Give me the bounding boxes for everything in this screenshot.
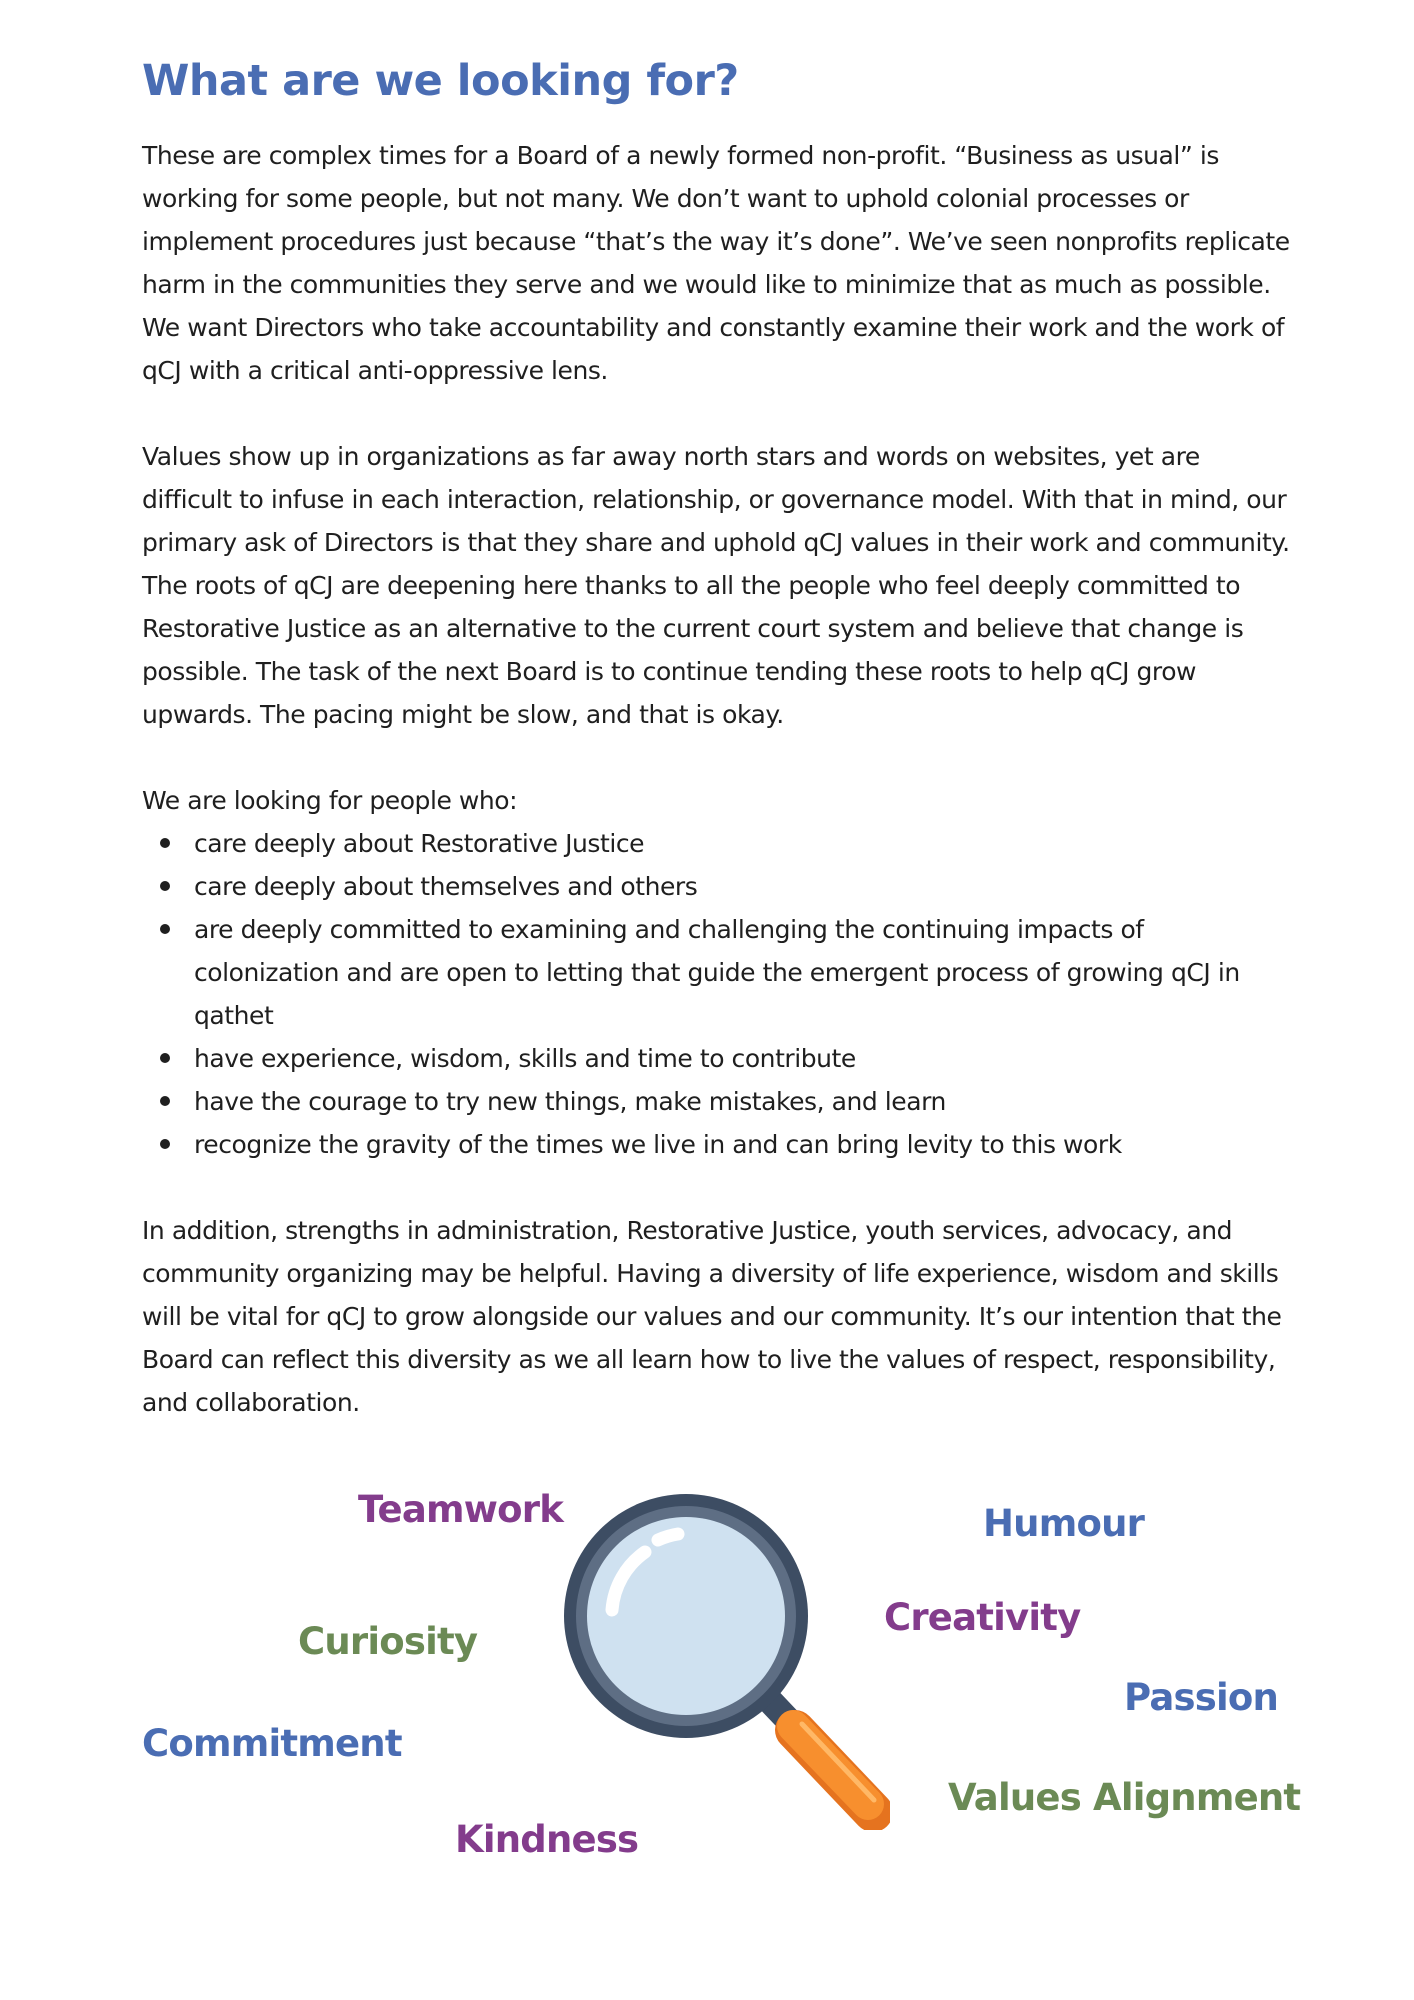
value-humour: Humour <box>983 1502 1145 1545</box>
list-item: care deeply about themselves and others <box>142 865 1292 908</box>
value-creativity: Creativity <box>884 1596 1081 1639</box>
list-item: have the courage to try new things, make mistakes, and learn <box>142 1080 1292 1123</box>
paragraph-strengths: In addition, strengths in administration, Restorative Justice, youth services, advocacy, and community organizing may be helpful. Having a diversity of life experience, wisdom and skills will be vital for qCJ to grow alongside our values and our community. It’s our intention that the Board can reflect this diversity as we all learn how to live the values of respect, responsibility, and collaboration. <box>142 1216 1282 1417</box>
value-kindness: Kindness <box>455 1818 639 1861</box>
list-intro: We are looking for people who: <box>142 786 518 815</box>
magnifying-glass-icon <box>550 1480 890 1830</box>
qualities-list <box>142 822 1292 1166</box>
document-body <box>142 56 1292 1424</box>
list-item: are deeply committed to examining and challenging the continuing impacts of colonization and are open to letting that guide the emergent process of growing qCJ in qathet <box>142 908 1292 1037</box>
paragraph-context: These are complex times for a Board of a newly formed non-profit. “Business as usual” is working for some people, but not many. We don’t want to uphold colonial processes or implement procedures just because “that’s the way it’s done”. We’ve seen nonprofits replicate harm in the communities they serve and we would like to minimize that as much as possible. We want Directors who take accountability and constantly examine their work and the work of qCJ with a critical anti-oppressive lens. <box>142 141 1290 385</box>
paragraph-values: Values show up in organizations as far away north stars and words on websites, yet are difficult to infuse in each interaction, relationship, or governance model. With that in mind, our primary ask of Directors is that they share and uphold qCJ values in their work and community. The roots of qCJ are deepening here thanks to all the people who feel deeply committed to Restorative Justice as an alternative to the current court system and believe that change is possible. The task of the next Board is to continue tending these roots to help qCJ grow upwards. The pacing might be slow, and that is okay. <box>142 442 1290 729</box>
value-passion: Passion <box>1124 1676 1278 1719</box>
list-item: recognize the gravity of the times we live in and can bring levity to this work <box>142 1123 1292 1166</box>
list-item: care deeply about Restorative Justice <box>142 822 1292 865</box>
value-curiosity: Curiosity <box>298 1620 478 1663</box>
value-values-alignment: Values Alignment <box>948 1776 1301 1819</box>
page-title: What are we looking for? <box>142 56 739 106</box>
value-commitment: Commitment <box>142 1722 402 1765</box>
list-item: have experience, wisdom, skills and time to contribute <box>142 1037 1292 1080</box>
value-teamwork: Teamwork <box>358 1488 563 1531</box>
